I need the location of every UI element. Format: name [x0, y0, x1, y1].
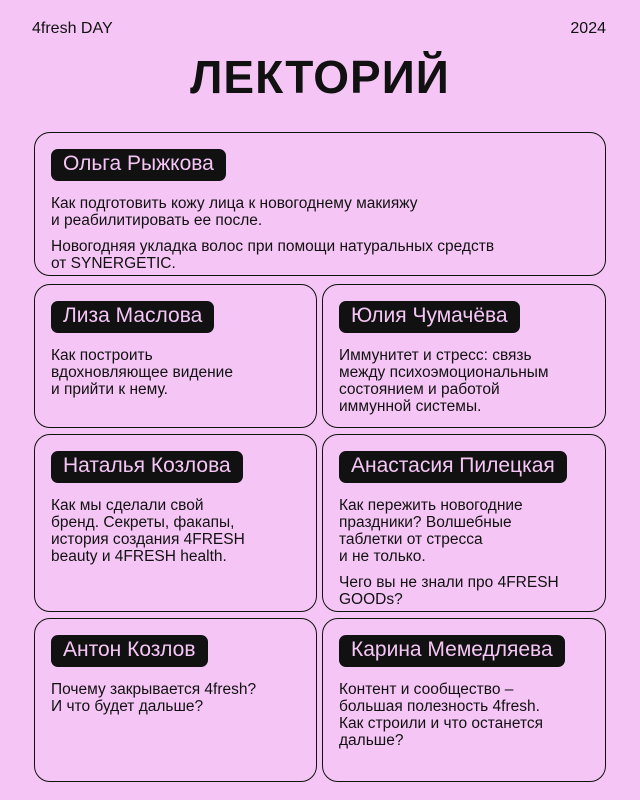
- speaker-card-memedlyaeva: [322, 618, 606, 782]
- speaker-name: Лиза Маслова: [51, 301, 214, 333]
- speaker-card-piletskaya: [322, 434, 606, 612]
- brand-label: 4fresh DAY: [32, 20, 113, 37]
- speaker-name: Анастасия Пилецкая: [339, 451, 567, 483]
- talk-topic: Контент и сообщество – большая полезность 4fresh. Как строили и что останется дальше?: [339, 681, 544, 749]
- speaker-card-chumacheva: [322, 284, 606, 428]
- speaker-name: Карина Мемедляева: [339, 635, 565, 667]
- speaker-card-ryzhkova: [34, 132, 606, 276]
- talk-topic: Как построить вдохновляющее видение и прийти к нему.: [51, 347, 233, 398]
- speaker-card-maslova: [34, 284, 317, 428]
- page-title: ЛЕКТОРИЙ: [190, 51, 450, 103]
- speaker-card-kozlova: [34, 434, 317, 612]
- year-label: 2024: [570, 20, 606, 37]
- speaker-name: Юлия Чумачёва: [339, 301, 520, 333]
- talk-topic: Новогодняя укладка волос при помощи натуральных средств от SYNERGETIC.: [51, 238, 495, 272]
- speaker-name: Наталья Козлова: [51, 451, 243, 483]
- speaker-name: Антон Козлов: [51, 635, 208, 667]
- talk-topic: Иммунитет и стресс: связь между психоэмоциональным состоянием и работой иммунной системы.: [339, 347, 549, 415]
- talk-topic: Как пережить новогодние праздники? Волшебные таблетки от стресса и не только.: [339, 497, 523, 565]
- talk-topic: Как мы сделали свой бренд. Секреты, факапы, история создания 4FRESH beauty и 4FRESH health.: [51, 497, 245, 565]
- speaker-card-kozlov: [34, 618, 317, 782]
- speaker-name: Ольга Рыжкова: [51, 149, 226, 181]
- talk-topic: Почему закрывается 4fresh? И что будет дальше?: [51, 681, 257, 715]
- talk-topic: Как подготовить кожу лица к новогоднему макияжу и реабилитировать ее после.: [51, 195, 418, 229]
- talk-topic: Чего вы не знали про 4FRESH GOODs?: [339, 574, 559, 608]
